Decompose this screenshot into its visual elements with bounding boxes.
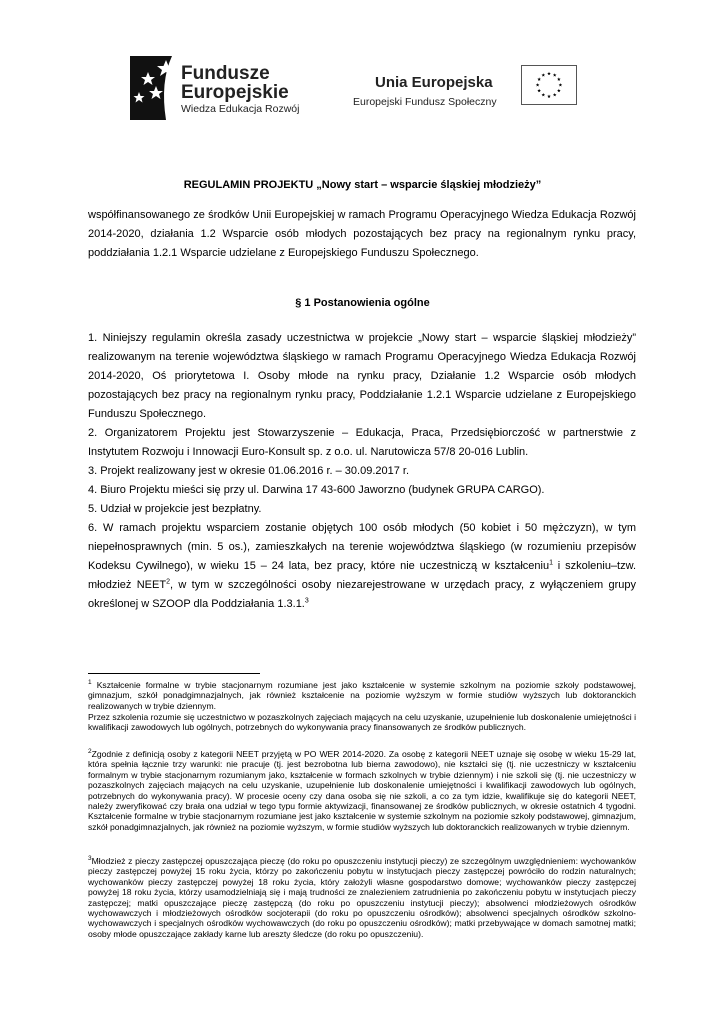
document-title: REGULAMIN PROJEKTU „Nowy start – wsparcie śląskiej młodzieży” (183, 179, 542, 191)
footnote-ref-2: 2 (166, 578, 170, 586)
paragraph-6 (88, 519, 636, 614)
fe-logo-name (181, 64, 289, 102)
footnote-1 (88, 680, 636, 711)
p6-part-c: , w tym w szczególności osoby niezarejestrowane w urzędach pracy, z wyłączeniem grupy określonej w SZOOP dla Poddziałania 1.3.1. (88, 579, 636, 610)
paragraph-4: 4. Biuro Projektu mieści się przy ul. Darwina 17 43-600 Jaworzno (budynek GRUPA CARGO). (88, 484, 545, 496)
fe-logo-line2: Europejskie (181, 82, 289, 103)
footnote-divider (88, 673, 260, 674)
footnote-2 (88, 749, 636, 832)
paragraph-2: 2. Organizatorem Projektu jest Stowarzyszenie – Edukacja, Praca, Przedsiębiorczość w partnerstwie z Instytutem Rozwoju i Innowacji Euro-Konsult sp. z o.o. ul. Narutowicza 57/8 20-016 Lublin. (88, 427, 636, 458)
fe-logo-line1: Fundusze (181, 63, 270, 84)
footnote-1-mark: 1 (88, 679, 92, 687)
footnote-2-mark: 2 (88, 748, 92, 756)
p6-part-a: 6. W ramach projektu wsparciem zostanie objętych 100 osób młodych (50 kobiet i 50 mężczyzn), w tym niepełnosprawnych (min. 5 os.), zamieszkałych na terenie województwa śląskiego (w rozumieniu przepisów Kodeksu Cywilnego), w wieku 15 – 24 lata, bez pracy, które nie uczestniczą w kształceniu (88, 522, 636, 572)
eu-title: Unia Europejska (375, 74, 493, 91)
paragraph-1: 1. Niniejszy regulamin określa zasady uczestnictwa w projekcie „Nowy start – wsparcie śląskiej młodzieży” realizowanym na terenie województwa śląskiego w ramach Programu Operacyjnego Wiedza Edukacja Rozwój 2014-2020, Oś priorytetowa I. Osoby młode na rynku pracy, Działanie 1.2 Wsparcie osób młodych pozostających bez pracy na regionalnym rynku pracy, Poddziałanie 1.2.1 Wsparcie udzielane z Europejskiego Funduszu Społecznego. (88, 332, 636, 420)
footnote-2-text: Zgodnie z definicją osoby z kategorii NEET przyjętą w PO WER 2014-2020. Za osobę z kategorii NEET uznaje się osobę w wieku 15-29 lat, która spełnia łącznie trzy warunki: nie pracuje (tj. jest bezrobotna lub bierna zawodowo), nie kształci się (tj. nie uczestniczy w kształceniu formalnym w trybie stacjonarnym rozumianym jako, kształcenie w formach szkolnych w trybie dziennym) i nie szkoli się (tj. nie uczestniczy w pozaszkolnych zajęciach mających na celu uzyskanie, uzupełnienie lub doskonalenie umiejętności i kwalifikacji zawodowych lub ogólnych, potrzebnych do wykonywania pracy). W procesie oceny czy dana osoba się nie szkoli, a co za tym idzie, kwalifikuje się do kategorii NEET, należy zweryfikować czy brała ona udział w tego typu formie aktywizacji, finansowanej ze środków publicznych, w okresie ostatnich 4 tygodni. Kształcenie formalne w trybie stacjonarnym rozumiane jest jako kształcenie w systemie szkolnym na poziomie szkoły podstawowej, gimnazjum, szkół ponadgimnazjalnych, jak również na poziomie wyższym, w formie studiów wyższych lub doktoranckich realizowanych w trybie dziennym. (88, 749, 636, 832)
eu-flag-icon (521, 65, 577, 105)
intro-paragraph: współfinansowanego ze środków Unii Europejskiej w ramach Programu Operacyjnego Wiedza Edukacja Rozwój 2014-2020, działania 1.2 Wsparcie osób młodych pozostających bez pracy na regionalnym rynku pracy, poddziałania 1.2.1 Wsparcie udzielane z Europejskiego Funduszu Społecznego. (88, 209, 636, 259)
fe-logo-subtitle: Wiedza Edukacja Rozwój (181, 103, 300, 115)
footnote-3-mark: 3 (88, 855, 92, 863)
footnote-ref-1: 1 (549, 559, 553, 567)
footnote-1b: Przez szkolenia rozumie się uczestnictwo w pozaszkolnych zajęciach mających na celu uzyskanie, uzupełnienie lub doskonalenie umiejętności i kwalifikacji zawodowych lub ogólnych, potrzebnych do wykonywania pracy finansowanych ze środków publicznych. (88, 712, 636, 733)
fundusze-europejskie-logo (126, 52, 316, 124)
footnote-3 (88, 856, 636, 939)
section-heading: § 1 Postanowienia ogólne (295, 297, 430, 309)
footnote-ref-3: 3 (304, 597, 309, 605)
paragraph-5: 5. Udział w projekcie jest bezpłatny. (88, 503, 262, 515)
paragraph-3: 3. Projekt realizowany jest w okresie 01.06.2016 r. – 30.09.2017 r. (88, 465, 410, 477)
fundusze-europejskie-emblem-icon (126, 52, 182, 124)
footnote-1-text-a: Kształcenie formalne w trybie stacjonarnym rozumiane jest jako kształcenie w systemie szkolnym na poziomie szkoły podstawowej, gimnazjum, szkół ponadgimnazjalnych, jak również kształcenie na poziomie wyższym w formie studiów wyższych lub doktoranckich realizowanych w trybie dziennym. (88, 680, 637, 711)
eu-subtitle: Europejski Fundusz Społeczny (353, 96, 497, 108)
footnote-3-text: Młodzież z pieczy zastępczej opuszczająca pieczę (do roku po opuszczeniu instytucji pieczy) ze szczególnym uwzględnieniem: wychowanków pieczy zastępczej powyżej 15 roku życia, którzy po zakończeniu pobytu w instytucjach pieczy zastępczej powróciło do rodzin naturalnych; wychowanków pieczy zastępczej powyżej 18 roku życia, który założyli własne gospodarstwo domowe; wychowanków pieczy zastępczej powyżej 18 roku życia, którzy usamodzielniają się i mają trudności ze znalezieniem zatrudnienia po zakończeniu pobytu w instytucjach pieczy zastępczej; matki opuszczające pieczę zastępczą (do roku po opuszczeniu instytucji pieczy); absolwenci młodzieżowych ośrodków wychowawczych i młodzieżowych ośrodków socjoterapii (do roku po opuszczeniu ośrodków); absolwenci specjalnych ośrodków szkolno- wychowawczych i specjalnych ośrodków wychowawczych (do roku po opuszczeniu ośrodków); matki przebywające w domach samotnej matki; osoby młode opuszczające zakłady karne lub areszty śledcze (do roku po opuszczeniu). (88, 856, 636, 939)
p6-part-b: i szkoleniu–tzw. młodzież NEET (88, 560, 636, 591)
